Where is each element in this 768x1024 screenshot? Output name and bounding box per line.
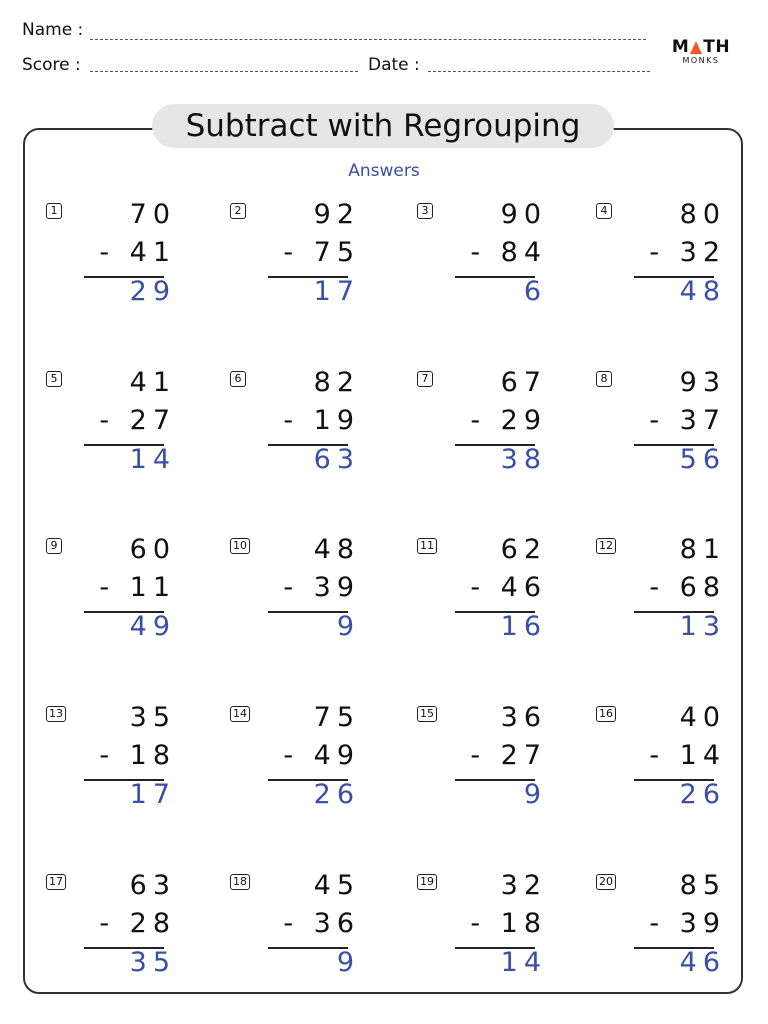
name-line[interactable] [90, 39, 646, 40]
minuend: 36 [500, 702, 547, 733]
answer: 38 [500, 444, 547, 475]
answer: 49 [129, 611, 176, 642]
problem-8 [596, 367, 768, 521]
problem-number: 8 [596, 371, 612, 387]
subtrahend: - 41 [99, 237, 176, 268]
minuend: 93 [679, 367, 726, 398]
date-line[interactable] [428, 71, 650, 72]
minuend: 85 [679, 870, 726, 901]
minuend: 35 [129, 702, 176, 733]
answer: 46 [679, 947, 726, 978]
minuend: 41 [129, 367, 176, 398]
problem-16 [596, 702, 768, 856]
subtrahend: - 46 [470, 572, 547, 603]
logo-wordmark [666, 38, 736, 56]
problem-number: 5 [46, 371, 62, 387]
minuend: 75 [313, 702, 360, 733]
subtrahend: - 29 [470, 405, 547, 436]
logo-text-left: M [671, 37, 690, 57]
problem-17 [46, 870, 226, 1024]
problem-number: 15 [417, 706, 437, 722]
minuend: 92 [313, 199, 360, 230]
problem-number: 3 [417, 203, 433, 219]
problem-2 [230, 199, 410, 353]
subtrahend: - 18 [99, 740, 176, 771]
problem-number: 19 [417, 874, 437, 890]
subtrahend: - 32 [649, 237, 726, 268]
subtrahend: - 14 [649, 740, 726, 771]
answer: 13 [679, 611, 726, 642]
problem-number: 20 [596, 874, 616, 890]
subtrahend: - 18 [470, 908, 547, 939]
answer: 29 [129, 276, 176, 307]
problem-7 [417, 367, 597, 521]
problem-number: 18 [230, 874, 250, 890]
problem-number: 9 [46, 538, 62, 554]
problem-20 [596, 870, 768, 1024]
problem-number: 2 [230, 203, 246, 219]
answer: 14 [500, 947, 547, 978]
problem-number: 13 [46, 706, 66, 722]
name-label: Name : [22, 20, 84, 40]
minuend: 40 [679, 702, 726, 733]
problem-9 [46, 534, 226, 688]
logo-text-right: TH [703, 37, 731, 57]
answer: 48 [679, 276, 726, 307]
answer: 17 [129, 779, 176, 810]
answer: 63 [313, 444, 360, 475]
subtrahend: - 84 [470, 237, 547, 268]
problem-13 [46, 702, 226, 856]
problem-number: 10 [230, 538, 250, 554]
minuend: 62 [500, 534, 547, 565]
score-line[interactable] [90, 71, 358, 72]
problem-number: 1 [46, 203, 62, 219]
minuend: 80 [679, 199, 726, 230]
worksheet-title: Subtract with Regrouping [152, 104, 614, 148]
problem-number: 6 [230, 371, 246, 387]
minuend: 67 [500, 367, 547, 398]
problem-15 [417, 702, 597, 856]
subtrahend: - 27 [470, 740, 547, 771]
problem-number: 4 [596, 203, 612, 219]
subtrahend: - 75 [283, 237, 360, 268]
minuend: 60 [129, 534, 176, 565]
subtrahend: - 36 [283, 908, 360, 939]
problem-12 [596, 534, 768, 688]
math-monks-logo [666, 38, 736, 65]
answer: 35 [129, 947, 176, 978]
problem-number: 17 [46, 874, 66, 890]
answer: 9 [336, 947, 360, 978]
minuend: 81 [679, 534, 726, 565]
answer: 26 [313, 779, 360, 810]
answer: 26 [679, 779, 726, 810]
answer: 9 [523, 779, 547, 810]
answer: 16 [500, 611, 547, 642]
problem-14 [230, 702, 410, 856]
problem-5 [46, 367, 226, 521]
answer: 14 [129, 444, 176, 475]
minuend: 48 [313, 534, 360, 565]
problem-3 [417, 199, 597, 353]
problem-number: 14 [230, 706, 250, 722]
problem-6 [230, 367, 410, 521]
subtrahend: - 68 [649, 572, 726, 603]
minuend: 63 [129, 870, 176, 901]
minuend: 45 [313, 870, 360, 901]
problem-10 [230, 534, 410, 688]
subtrahend: - 28 [99, 908, 176, 939]
subtrahend: - 37 [649, 405, 726, 436]
subtrahend: - 49 [283, 740, 360, 771]
score-label: Score : [22, 55, 81, 75]
minuend: 32 [500, 870, 547, 901]
problem-number: 12 [596, 538, 616, 554]
problem-1 [46, 199, 226, 353]
answers-heading: Answers [348, 161, 420, 181]
minuend: 70 [129, 199, 176, 230]
problem-number: 16 [596, 706, 616, 722]
subtrahend: - 27 [99, 405, 176, 436]
minuend: 82 [313, 367, 360, 398]
answer: 9 [336, 611, 360, 642]
subtrahend: - 19 [283, 405, 360, 436]
logo-subtext: MONKS [682, 56, 720, 65]
problem-number: 7 [417, 371, 433, 387]
subtrahend: - 11 [99, 572, 176, 603]
minuend: 90 [500, 199, 547, 230]
subtrahend: - 39 [283, 572, 360, 603]
problem-18 [230, 870, 410, 1024]
problem-number: 11 [417, 538, 437, 554]
subtrahend: - 39 [649, 908, 726, 939]
answer: 17 [313, 276, 360, 307]
date-label: Date : [368, 55, 420, 75]
problem-11 [417, 534, 597, 688]
problem-19 [417, 870, 597, 1024]
answer: 6 [523, 276, 547, 307]
problem-4 [596, 199, 768, 353]
triangle-icon [690, 41, 702, 54]
answer: 56 [679, 444, 726, 475]
